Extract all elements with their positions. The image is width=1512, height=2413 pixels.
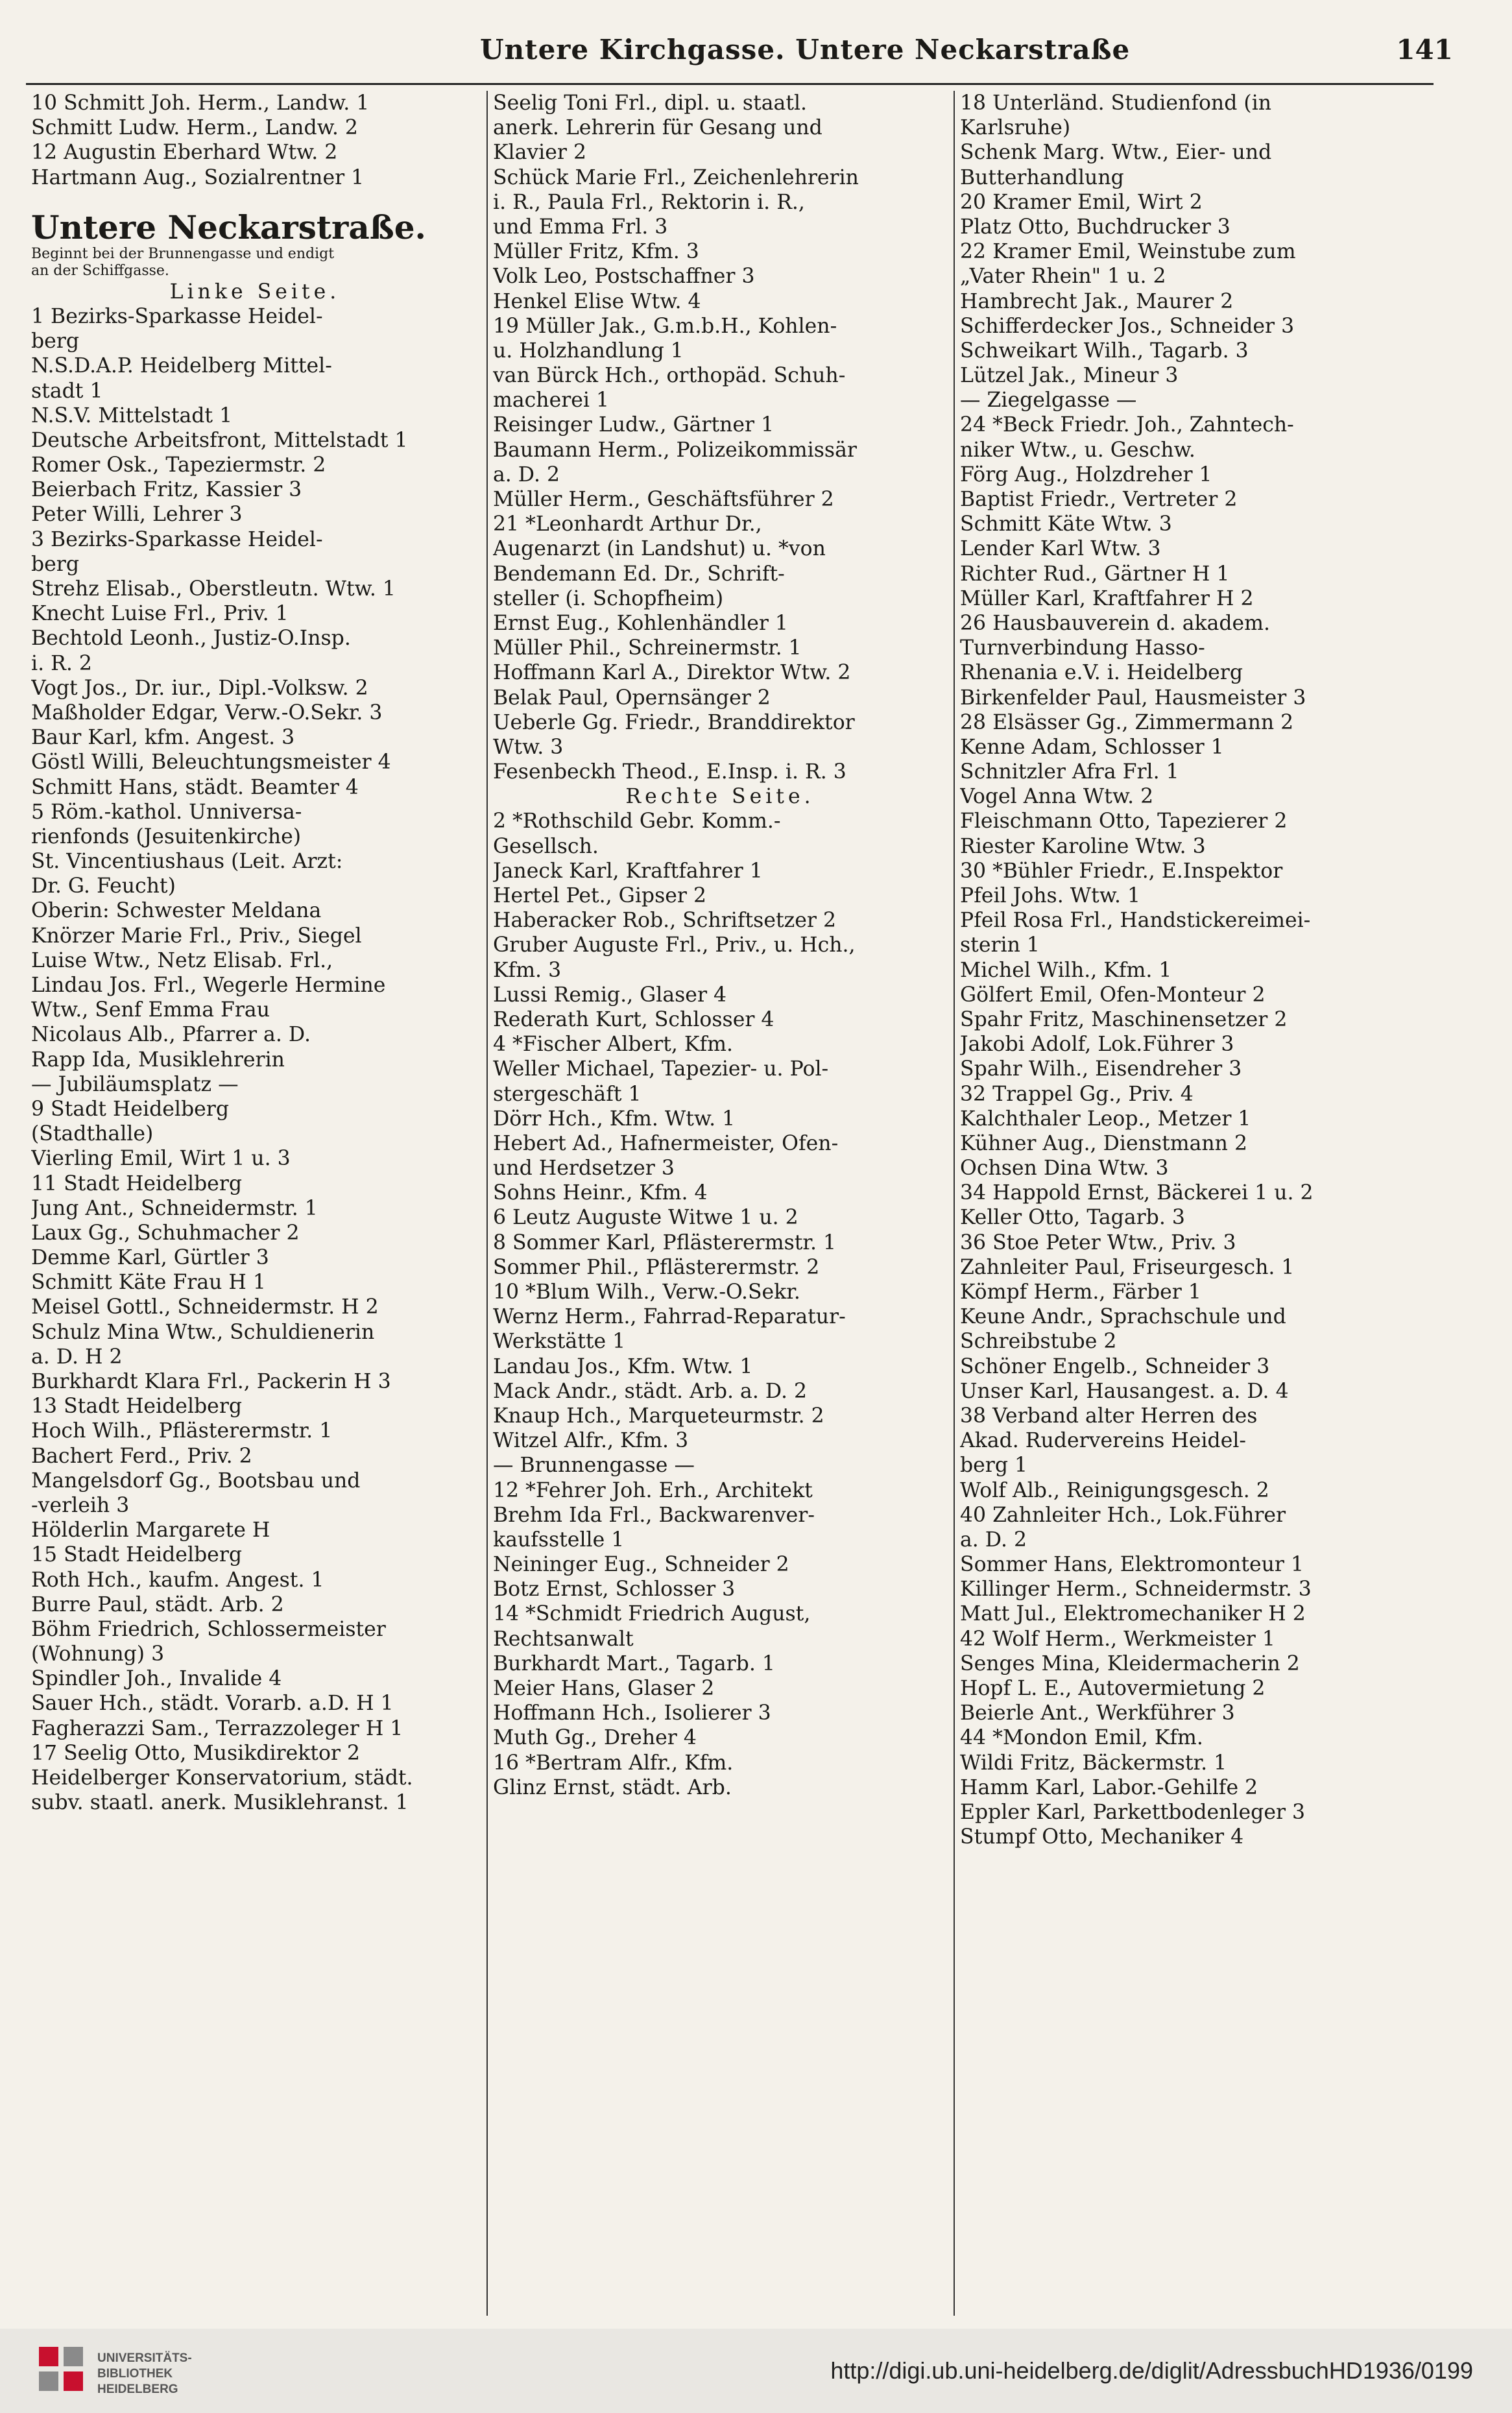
directory-line: stadt 1 [31,379,103,403]
directory-line: Schmitt Ludw. Herm., Landw. 2 [31,116,358,140]
directory-line: a. D. 2 [493,462,560,486]
directory-line: Augenarzt (in Landshut) u. *von [493,537,826,561]
directory-line: 3 Bezirks-Sparkasse Heidel- [31,527,323,551]
directory-line: Spindler Joh., Invalide 4 [31,1667,282,1691]
directory-line: stergeschäft 1 [493,1082,642,1106]
directory-line: Dr. G. Feucht) [31,874,176,898]
directory-line: Müller Fritz, Kfm. 3 [493,240,699,264]
directory-line: Romer Osk., Tapeziermstr. 2 [31,453,326,477]
directory-line: Stumpf Otto, Mechaniker 4 [960,1825,1244,1849]
directory-line: Wtw., Senf Emma Frau [31,998,270,1022]
directory-line: 12 Augustin Eberhard Wtw. 2 [31,141,338,165]
directory-line: „Vater Rhein" 1 u. 2 [960,265,1166,289]
directory-line: 44 *Mondon Emil, Kfm. [960,1726,1203,1750]
directory-line: Mangelsdorf Gg., Bootsbau und [31,1469,361,1493]
directory-line: macherei 1 [493,389,610,413]
directory-line: Platz Otto, Buchdrucker 3 [960,215,1230,239]
directory-line: Klavier 2 [493,141,587,165]
directory-line: Ernst Eug., Kohlenhändler 1 [493,611,788,635]
directory-line: 12 *Fehrer Joh. Erh., Architekt [493,1478,813,1502]
directory-line: Rechte Seite. [625,785,815,809]
directory-line: Haberacker Rob., Schriftsetzer 2 [493,909,836,933]
directory-line: Schulz Mina Wtw., Schuldienerin [31,1320,375,1344]
directory-line: Weller Michael, Tapezier- u. Pol- [493,1057,829,1081]
directory-line: Roth Hch., kaufm. Angest. 1 [31,1568,324,1592]
directory-line: Ochsen Dina Wtw. 3 [960,1157,1169,1181]
directory-line: Luise Wtw., Netz Elisab. Frl., [31,948,333,972]
directory-line: Landau Jos., Kfm. Wtw. 1 [493,1354,753,1378]
directory-line: Bendemann Ed. Dr., Schrift- [493,562,785,586]
directory-line: Hölderlin Margarete H [31,1519,270,1543]
directory-line: Müller Herm., Geschäftsführer 2 [493,488,834,511]
directory-line: Vogt Jos., Dr. iur., Dipl.-Volksw. 2 [31,676,368,700]
directory-line: Bachert Ferd., Priv. 2 [31,1444,252,1468]
directory-line: Spahr Fritz, Maschinensetzer 2 [960,1007,1288,1031]
directory-line: (Stadthalle) [31,1122,154,1146]
source-link[interactable]: http://digi.ub.uni-heidelberg.de/diglit/AdressbuchHD1936/0199 [830,2357,1473,2384]
directory-line: Schnitzler Afra Frl. 1 [960,760,1179,784]
directory-line: Lützel Jak., Mineur 3 [960,364,1179,388]
directory-line: N.S.D.A.P. Heidelberg Mittel- [31,354,332,378]
directory-line: Sauer Hch., städt. Vorarb. a.D. H 1 [31,1692,394,1716]
directory-line: -verleih 3 [31,1493,130,1517]
directory-line: und Emma Frl. 3 [493,215,668,239]
directory-line: Nicolaus Alb., Pfarrer a. D. [31,1023,311,1047]
directory-line: Linke Seite. [169,280,341,304]
directory-line: Vogel Anna Wtw. 2 [960,785,1154,809]
directory-line: niker Wtw., u. Geschw. [960,438,1195,462]
directory-line: 17 Seelig Otto, Musikdirektor 2 [31,1741,361,1765]
directory-column-2 [493,91,947,2309]
directory-line: 38 Verband alter Herren des [960,1404,1258,1428]
directory-line: Böhm Friedrich, Schlossermeister [31,1617,386,1641]
directory-line: 4 *Fischer Albert, Kfm. [493,1033,733,1057]
directory-line: Schück Marie Frl., Zeichenlehrerin [493,165,859,189]
directory-line: Sommer Phil., Pflästerermstr. 2 [493,1255,820,1279]
directory-line: Senges Mina, Kleidermacherin 2 [960,1651,1300,1675]
directory-line: Kenne Adam, Schlosser 1 [960,735,1224,759]
directory-line: Burre Paul, städt. Arb. 2 [31,1592,284,1616]
directory-line: — Brunnengasse — [493,1454,695,1478]
directory-line: 10 Schmitt Joh. Herm., Landw. 1 [31,91,370,115]
directory-line: Kalchthaler Leop., Metzer 1 [960,1107,1251,1131]
directory-line: Zahnleiter Paul, Friseurgesch. 1 [960,1255,1295,1279]
directory-line: Keune Andr., Sprachschule und [960,1305,1286,1329]
directory-line: van Bürck Hch., orthopäd. Schuh- [493,364,846,388]
directory-line: Unser Karl, Hausangest. a. D. 4 [960,1379,1289,1403]
directory-column-3 [960,91,1414,2309]
directory-line: kaufsstelle 1 [493,1528,625,1552]
directory-line: Hambrecht Jak., Maurer 2 [960,289,1234,313]
directory-line: 30 *Bühler Friedr., E.Inspektor [960,859,1283,883]
directory-line: u. Holzhandlung 1 [493,339,684,363]
directory-line: Meisel Gottl., Schneidermstr. H 2 [31,1295,379,1319]
directory-line: Sohns Heinr., Kfm. 4 [493,1181,708,1205]
directory-line: Schreibstube 2 [960,1330,1117,1354]
directory-line: Maßholder Edgar, Verw.-O.Sekr. 3 [31,701,383,725]
directory-line: Burkhardt Klara Frl., Packerin H 3 [31,1370,391,1393]
directory-line: Karlsruhe) [960,116,1071,140]
library-logo-icon [39,2347,84,2392]
directory-line: Rhenania e.V. i. Heidelberg [960,661,1243,685]
directory-line: Knecht Luise Frl., Priv. 1 [31,602,289,626]
directory-line: Kfm. 3 [493,958,562,982]
directory-line: a. D. H 2 [31,1345,123,1369]
directory-line: Peter Willi, Lehrer 3 [31,503,243,527]
directory-line: Schmitt Käte Frau H 1 [31,1271,266,1295]
page-header [26,34,1453,79]
directory-line: Hopf L. E., Autovermietung 2 [960,1677,1266,1700]
directory-line: 22 Kramer Emil, Weinstube zum [960,240,1296,264]
directory-line: — Ziegelgasse — [960,389,1137,413]
directory-line: rienfonds (Jesuitenkirche) [31,824,302,848]
directory-line: Knörzer Marie Frl., Priv., Siegel [31,924,362,948]
directory-line: Henkel Elise Wtw. 4 [493,289,701,313]
directory-line: i. R. 2 [31,651,92,675]
directory-line: Hebert Ad., Hafnermeister, Ofen- [493,1131,839,1155]
directory-line: Baptist Friedr., Vertreter 2 [960,488,1238,511]
directory-line: Lender Karl Wtw. 3 [960,537,1161,561]
directory-line: Reisinger Ludw., Gärtner 1 [493,413,774,437]
directory-line: Gölfert Emil, Ofen-Monteur 2 [960,983,1266,1007]
directory-line: Heidelberger Konservatorium, städt. [31,1766,413,1790]
library-name: UNIVERSITÄTS- BIBLIOTHEK HEIDELBERG [97,2351,192,2396]
directory-line: Fesenbeckh Theod., E.Insp. i. R. 3 [493,760,846,784]
directory-line: Rechtsanwalt [493,1627,634,1651]
directory-line: 5 Röm.-kathol. Unniversa- [31,800,302,824]
directory-line: Gesellsch. [493,834,599,858]
directory-line: 15 Stadt Heidelberg [31,1543,243,1567]
directory-line: Matt Jul., Elektromechaniker H 2 [960,1602,1306,1626]
directory-line: 1 Bezirks-Sparkasse Heidel- [31,304,323,328]
directory-line: Seelig Toni Frl., dipl. u. staatl. [493,91,808,115]
directory-line: steller (i. Schopfheim) [493,586,724,610]
directory-line: Eppler Karl, Parkettbodenleger 3 [960,1800,1306,1824]
directory-line: Knaup Hch., Marqueteurmstr. 2 [493,1404,824,1428]
directory-line: Sommer Hans, Elektromonteur 1 [960,1553,1304,1577]
directory-line: Dörr Hch., Kfm. Wtw. 1 [493,1107,736,1131]
directory-line: N.S.V. Mittelstadt 1 [31,403,233,427]
directory-line: Deutsche Arbeitsfront, Mittelstadt 1 [31,428,408,452]
directory-line: Jakobi Adolf, Lok.Führer 3 [960,1033,1234,1057]
directory-line: Brehm Ida Frl., Backwarenver- [493,1503,815,1527]
column-divider [954,91,955,2316]
directory-line: Müller Phil., Schreinermstr. 1 [493,636,802,660]
directory-line: Wernz Herm., Fahrrad-Reparatur- [493,1305,846,1329]
directory-line: 11 Stadt Heidelberg [31,1171,243,1195]
directory-line: Fagherazzi Sam., Terrazzoleger H 1 [31,1716,403,1740]
directory-line: Gruber Auguste Frl., Priv., u. Hch., [493,933,856,957]
directory-line: i. R., Paula Frl., Rektorin i. R., [493,190,805,214]
directory-line: 21 *Leonhardt Arthur Dr., [493,512,762,536]
directory-line: berg 1 [960,1454,1028,1478]
directory-line: 14 *Schmidt Friedrich August, [493,1602,811,1626]
directory-line: Spahr Wilh., Eisendreher 3 [960,1057,1242,1081]
directory-line: 18 Unterländ. Studienfond (in [960,91,1272,115]
directory-line: 16 *Bertram Alfr., Kfm. [493,1751,734,1775]
directory-line: Botz Ernst, Schlosser 3 [493,1578,736,1602]
directory-line: Turnverbindung Hasso- [960,636,1205,660]
directory-line: Demme Karl, Gürtler 3 [31,1246,269,1270]
directory-line: Lindau Jos. Frl., Wegerle Hermine [31,974,386,997]
directory-line: Lussi Remig., Glaser 4 [493,983,727,1007]
directory-line: subv. staatl. anerk. Musiklehranst. 1 [31,1791,409,1815]
directory-line: 26 Hausbauverein d. akadem. [960,611,1271,635]
directory-line: Riester Karoline Wtw. 3 [960,834,1206,858]
directory-line: 10 *Blum Wilh., Verw.-O.Sekr. [493,1280,800,1304]
directory-line: Laux Gg., Schuhmacher 2 [31,1221,300,1245]
directory-line: Richter Rud., Gärtner H 1 [960,562,1230,586]
directory-line: Beginnt bei der Brunnengasse und endigt [31,245,335,262]
directory-line: 19 Müller Jak., G.m.b.H., Kohlen- [493,314,837,338]
directory-line: Schenk Marg. Wtw., Eier- und [960,141,1272,165]
directory-line: Wolf Alb., Reinigungsgesch. 2 [960,1478,1269,1502]
directory-line: Killinger Herm., Schneidermstr. 3 [960,1578,1312,1602]
directory-line: Wildi Fritz, Bäckermstr. 1 [960,1751,1227,1775]
directory-line: Hoch Wilh., Pflästerermstr. 1 [31,1419,333,1443]
directory-line: Vierling Emil, Wirt 1 u. 3 [31,1147,291,1171]
directory-line: a. D. 2 [960,1528,1027,1552]
directory-line: (Wohnung) 3 [31,1642,165,1666]
directory-line: 6 Leutz Auguste Witwe 1 u. 2 [493,1206,798,1230]
directory-line: 28 Elsässer Gg., Zimmermann 2 [960,710,1294,734]
directory-line: Muth Gg., Dreher 4 [493,1726,697,1750]
directory-line: Schöner Engelb., Schneider 3 [960,1354,1270,1378]
directory-line: und Herdsetzer 3 [493,1157,675,1181]
page-number: 141 [1396,34,1453,66]
directory-line: Hoffmann Karl A., Direktor Wtw. 2 [493,661,851,685]
directory-line: Schmitt Käte Wtw. 3 [960,512,1172,536]
directory-line: — Jubiläumsplatz — [31,1072,239,1096]
directory-line: Pfeil Rosa Frl., Handstickereimei- [960,909,1311,933]
directory-line: Witzel Alfr., Kfm. 3 [493,1429,689,1453]
directory-line: Burkhardt Mart., Tagarb. 1 [493,1651,775,1675]
directory-line: 36 Stoe Peter Wtw., Priv. 3 [960,1231,1236,1255]
directory-line: Janeck Karl, Kraftfahrer 1 [493,859,763,883]
directory-line: berg [31,552,80,576]
directory-line: Belak Paul, Opernsänger 2 [493,686,771,710]
directory-line: berg [31,330,80,354]
directory-line: Oberin: Schwester Meldana [31,899,322,923]
directory-line: Hoffmann Hch., Isolierer 3 [493,1701,771,1725]
directory-line: 34 Happold Ernst, Bäckerei 1 u. 2 [960,1181,1314,1205]
directory-line: Rapp Ida, Musiklehrerin [31,1048,285,1072]
page-title: Untere Kirchgasse. Untere Neckarstraße [480,34,1131,66]
directory-line: 42 Wolf Herm., Werkmeister 1 [960,1627,1275,1651]
directory-line: Werkstätte 1 [493,1330,626,1354]
column-divider [486,91,488,2316]
directory-line: an der Schiffgasse. [31,262,169,279]
directory-line: 40 Zahnleiter Hch., Lok.Führer [960,1503,1286,1527]
directory-line: Butterhandlung [960,165,1124,189]
directory-line: Fleischmann Otto, Tapezierer 2 [960,810,1288,834]
directory-line: 32 Trappel Gg., Priv. 4 [960,1082,1194,1106]
directory-line: Glinz Ernst, städt. Arb. [493,1775,732,1799]
directory-line: Baumann Herm., Polizeikommissär [493,438,857,462]
directory-line: Mack Andr., städt. Arb. a. D. 2 [493,1379,808,1403]
directory-line: 20 Kramer Emil, Wirt 2 [960,190,1203,214]
directory-line: Pfeil Johs. Wtw. 1 [960,884,1141,907]
directory-line: Birkenfelder Paul, Hausmeister 3 [960,686,1306,710]
directory-line: Bechtold Leonh., Justiz-O.Insp. [31,627,351,651]
directory-line: Hertel Pet., Gipser 2 [493,884,706,907]
directory-line: Schmitt Hans, städt. Beamter 4 [31,775,359,799]
library-footer [0,2329,1512,2413]
directory-line: Beierbach Fritz, Kassier 3 [31,478,302,502]
directory-line: Beierle Ant., Werkführer 3 [960,1701,1235,1725]
directory-line: 24 *Beck Friedr. Joh., Zahntech- [960,413,1294,437]
directory-line: Keller Otto, Tagarb. 3 [960,1206,1185,1230]
directory-line: Meier Hans, Glaser 2 [493,1677,715,1700]
directory-line: Strehz Elisab., Oberstleutn. Wtw. 1 [31,577,396,601]
directory-line: Baur Karl, kfm. Angest. 3 [31,726,295,750]
directory-line: Müller Karl, Kraftfahrer H 2 [960,586,1254,610]
directory-line: Neininger Eug., Schneider 2 [493,1553,789,1577]
directory-line: Kömpf Herm., Färber 1 [960,1280,1201,1304]
directory-line: Michel Wilh., Kfm. 1 [960,958,1172,982]
directory-line: Akad. Rudervereins Heidel- [960,1429,1247,1453]
directory-line: St. Vincentiushaus (Leit. Arzt: [31,850,343,874]
directory-line: Schifferdecker Jos., Schneider 3 [960,314,1295,338]
directory-line: sterin 1 [960,933,1040,957]
directory-line: Hamm Karl, Labor.-Gehilfe 2 [960,1775,1258,1799]
directory-line: Kühner Aug., Dienstmann 2 [960,1131,1248,1155]
directory-line: 8 Sommer Karl, Pflästerermstr. 1 [493,1231,837,1255]
directory-line: 2 *Rothschild Gebr. Komm.- [493,810,781,834]
directory-line: Untere Neckarstraße. [31,209,426,246]
directory-line: anerk. Lehrerin für Gesang und [493,116,822,140]
directory-line: Förg Aug., Holzdreher 1 [960,462,1212,486]
directory-line: Volk Leo, Postschaffner 3 [493,265,755,289]
directory-column-1 [31,91,479,2309]
directory-line: Göstl Willi, Beleuchtungsmeister 4 [31,750,391,774]
directory-line: Rederath Kurt, Schlosser 4 [493,1007,774,1031]
header-rule [26,83,1434,85]
directory-line: Wtw. 3 [493,735,564,759]
directory-line: Hartmann Aug., Sozialrentner 1 [31,165,365,189]
directory-line: Ueberle Gg. Friedr., Branddirektor [493,710,855,734]
directory-line: 13 Stadt Heidelberg [31,1395,243,1419]
directory-line: Schweikart Wilh., Tagarb. 3 [960,339,1249,363]
directory-line: 9 Stadt Heidelberg [31,1097,230,1121]
directory-line: Jung Ant., Schneidermstr. 1 [31,1196,318,1220]
